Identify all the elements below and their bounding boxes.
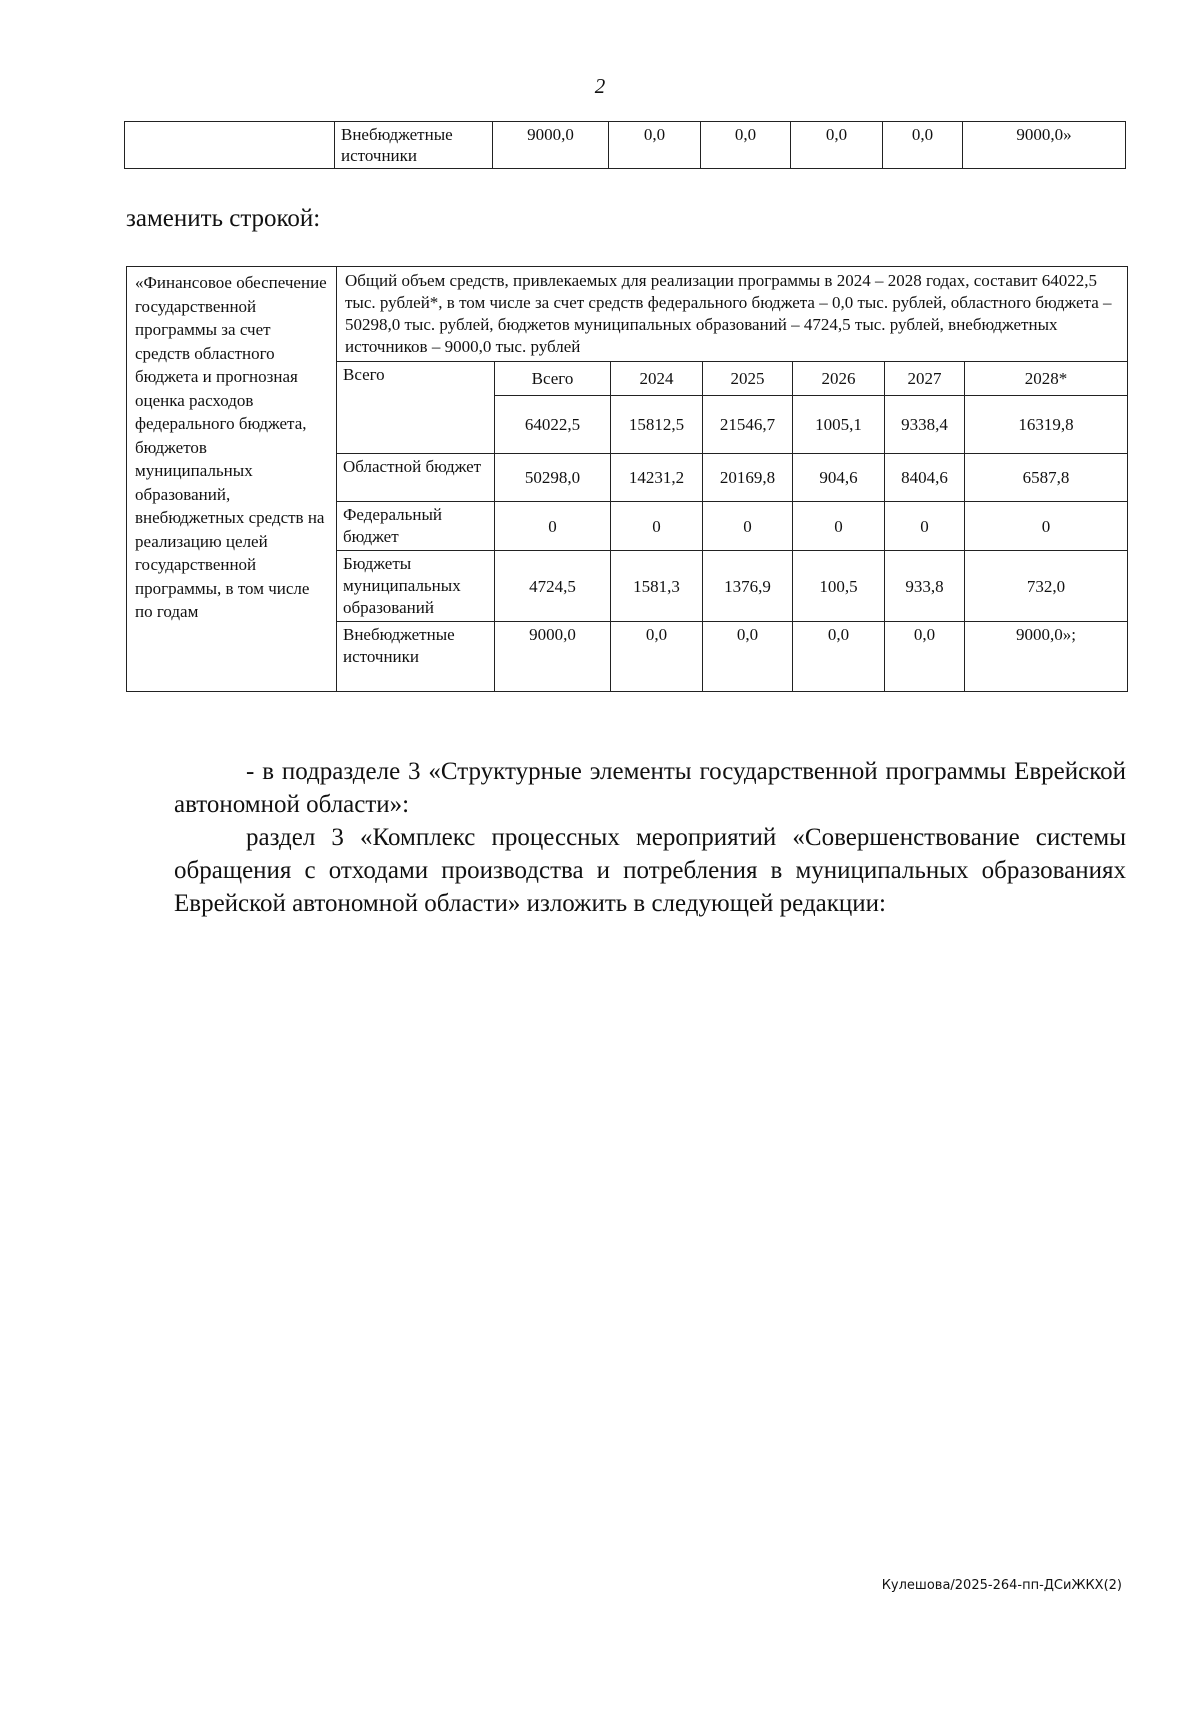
empty-cell bbox=[125, 122, 335, 169]
value-cell: 0 bbox=[703, 502, 793, 551]
value-cell: 4724,5 bbox=[495, 551, 611, 622]
value-cell: 0 bbox=[611, 502, 703, 551]
value-cell: 904,6 bbox=[793, 454, 885, 502]
column-header: 2025 bbox=[703, 362, 793, 396]
page-number: 2 bbox=[594, 74, 606, 98]
row-label: Внебюджетные источники bbox=[337, 622, 495, 692]
value-cell: 50298,0 bbox=[495, 454, 611, 502]
row-label: Федеральный бюджет bbox=[337, 502, 495, 551]
left-description: «Финансовое обеспечение государственной программы за счет средств областного бюджета и прогнозная оценка расходов федерального бюджета, бюджетов муниципальных образований, внебюджетных средств на реализацию целей государственной программы, в том числе по годам bbox=[127, 267, 337, 692]
paragraph bbox=[174, 821, 1126, 920]
value-cell: 0 bbox=[793, 502, 885, 551]
value-cell: 9000,0»; bbox=[965, 622, 1128, 692]
value-cell: 9338,4 bbox=[885, 396, 965, 454]
value-cell: 9000,0 bbox=[493, 122, 609, 169]
value-cell: 21546,7 bbox=[703, 396, 793, 454]
row-label: Внебюджетные источники bbox=[335, 122, 493, 169]
value-cell: 1005,1 bbox=[793, 396, 885, 454]
value-cell: 1376,9 bbox=[703, 551, 793, 622]
value-cell: 0,0 bbox=[701, 122, 791, 169]
column-header: 2026 bbox=[793, 362, 885, 396]
value-cell: 0,0 bbox=[885, 622, 965, 692]
value-cell: 14231,2 bbox=[611, 454, 703, 502]
row-label: Областной бюджет bbox=[337, 454, 495, 502]
paragraph-text: - в подразделе 3 «Структурные элементы государственной программы Еврейской автономной области»: bbox=[174, 758, 1126, 818]
value-cell: 0,0 bbox=[883, 122, 963, 169]
value-cell: 0,0 bbox=[703, 622, 793, 692]
value-cell: 15812,5 bbox=[611, 396, 703, 454]
value-cell: 100,5 bbox=[793, 551, 885, 622]
summary-text: Общий объем средств, привлекаемых для реализации программы в 2024 – 2028 годах, составит 64022,5 тыс. рублей*, в том числе за счет средств федерального бюджета – 0,0 тыс. рублей, областного бюджета – 50298,0 тыс. рублей, бюджетов муниципальных образований – 4724,5 тыс. рублей, внебюджетных источников – 9000,0 тыс. рублей bbox=[337, 267, 1128, 362]
summary-row bbox=[127, 267, 1128, 362]
paragraph bbox=[174, 755, 1126, 821]
value-cell: 6587,8 bbox=[965, 454, 1128, 502]
footer-reference: Кулешова/2025-264-пп-ДСиЖКХ(2) bbox=[881, 1578, 1122, 1593]
table-row bbox=[125, 122, 1126, 169]
value-cell: 0,0 bbox=[611, 622, 703, 692]
column-header: Всего bbox=[495, 362, 611, 396]
value-cell: 20169,8 bbox=[703, 454, 793, 502]
value-cell: 16319,8 bbox=[965, 396, 1128, 454]
value-cell: 1581,3 bbox=[611, 551, 703, 622]
value-cell: 0,0 bbox=[793, 622, 885, 692]
row-label: Бюджеты муниципальных образований bbox=[337, 551, 495, 622]
value-cell: 0 bbox=[885, 502, 965, 551]
paragraph-text: раздел 3 «Комплекс процессных мероприятий «Совершенствование системы обращения с отходами производства и потребления в муниципальных образованиях Еврейской автономной области» изложить в следующей редакции: bbox=[174, 824, 1126, 917]
value-cell: 64022,5 bbox=[495, 396, 611, 454]
column-header: 2027 bbox=[885, 362, 965, 396]
value-cell: 732,0 bbox=[965, 551, 1128, 622]
financing-table bbox=[126, 266, 1128, 692]
value-cell: 0,0 bbox=[791, 122, 883, 169]
top-table bbox=[124, 121, 1126, 169]
column-header: 2024 bbox=[611, 362, 703, 396]
value-cell: 0 bbox=[495, 502, 611, 551]
replace-label: заменить строкой: bbox=[126, 205, 321, 232]
column-header: 2028* bbox=[965, 362, 1128, 396]
value-cell: 933,8 bbox=[885, 551, 965, 622]
value-cell: 8404,6 bbox=[885, 454, 965, 502]
header-label: Всего bbox=[337, 362, 495, 454]
value-cell: 0,0 bbox=[609, 122, 701, 169]
value-cell: 0 bbox=[965, 502, 1128, 551]
value-cell: 9000,0 bbox=[495, 622, 611, 692]
value-cell: 9000,0» bbox=[963, 122, 1126, 169]
